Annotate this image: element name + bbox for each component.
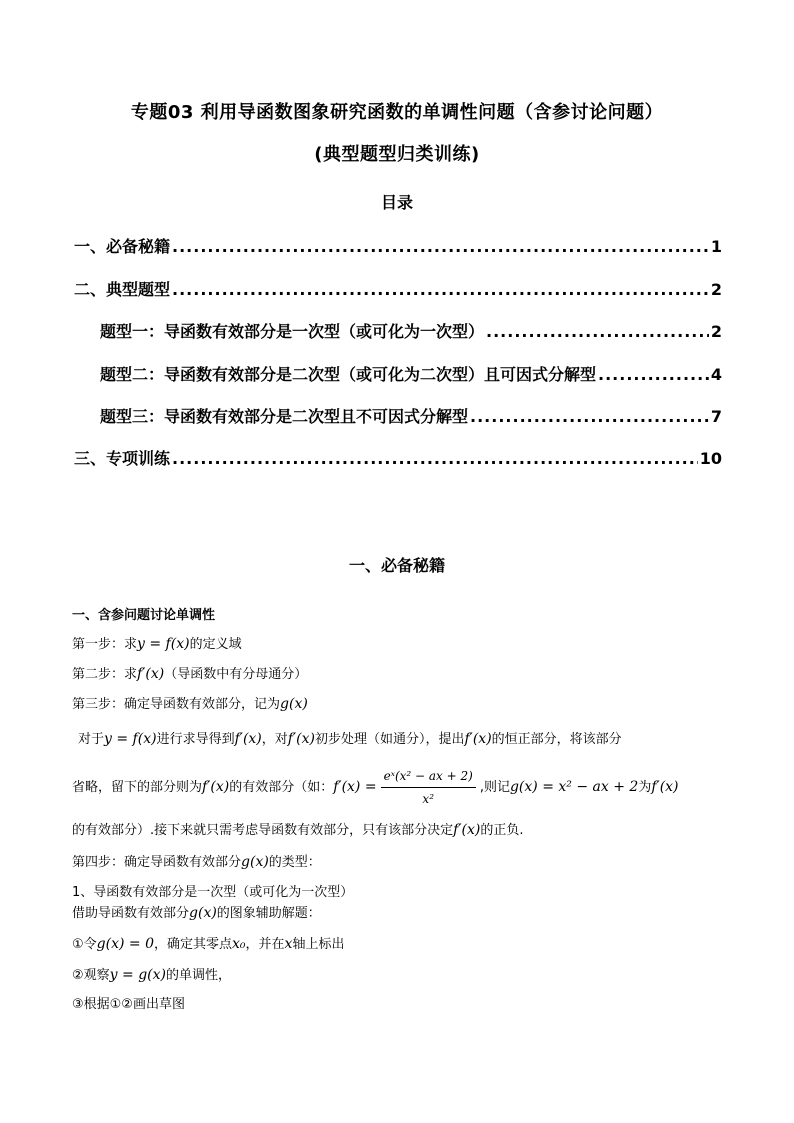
text: ①令 <box>72 937 97 952</box>
text: 的定义域 <box>189 637 242 652</box>
toc-leader <box>172 237 709 256</box>
toc-entry[interactable] <box>74 446 722 469</box>
circled-step-2 <box>72 965 231 986</box>
toc-entry-label: 二、典型题型 <box>74 280 171 299</box>
math: x <box>284 936 293 952</box>
sub-heading: 一、含参问题讨论单调性 <box>72 608 216 623</box>
toc-entry-page: 7 <box>710 407 722 426</box>
step-3 <box>72 694 308 715</box>
text: ，确定其零点 <box>153 937 232 952</box>
toc-entry-page: 2 <box>710 322 722 341</box>
math: g(x) <box>280 696 308 712</box>
document-subtitle: (典型题型归类训练) <box>314 144 480 165</box>
paragraph-line-2 <box>72 766 679 809</box>
toc-entry-page: 2 <box>710 280 722 299</box>
text: ,则记 <box>479 780 510 795</box>
fraction-denominator: x² <box>422 792 434 806</box>
toc-entry[interactable] <box>74 277 722 300</box>
text: 省略，留下的部分则为 <box>72 780 203 795</box>
math: g(x) = x² − ax + 2 <box>509 779 639 795</box>
toc-leader <box>172 280 709 299</box>
toc-entry[interactable] <box>100 319 722 342</box>
toc-entry-label: 三、专项训练 <box>74 449 171 468</box>
text: 借助导函数有效部分 <box>72 906 190 921</box>
text: 为 <box>638 780 652 795</box>
circled-step-1 <box>72 934 344 955</box>
document-title: 专题03 利用导函数图象研究函数的单调性问题（含参讨论问题） <box>130 102 664 123</box>
math: f′(x) <box>234 731 262 747</box>
math: g(x) <box>241 854 269 870</box>
math: y = g(x) <box>109 967 166 983</box>
text: 第四步：确定导函数有效部分 <box>72 855 242 870</box>
toc-entry[interactable] <box>100 362 722 385</box>
toc-entry[interactable] <box>100 404 722 427</box>
math: g(x) <box>189 905 217 921</box>
fraction <box>381 766 476 809</box>
text: ②观察 <box>72 968 110 983</box>
text: 进行求导得到 <box>156 732 235 747</box>
toc-entry-label: 题型三：导函数有效部分是二次型且不可因式分解型 <box>100 407 469 426</box>
math: y = f(x) <box>137 636 190 652</box>
toc-entry[interactable] <box>74 234 722 257</box>
math: f′(x) <box>137 666 165 682</box>
item-1-sub <box>72 903 321 924</box>
text: 轴上标出 <box>292 937 345 952</box>
toc-entry-label: 题型一：导函数有效部分是一次型（或可化为一次型） <box>100 322 485 341</box>
text: （导函数中有分母通分） <box>164 667 308 682</box>
toc-leader <box>598 365 709 384</box>
text: 的恒正部分，将该部分 <box>491 732 622 747</box>
toc-entry-label: 一、必备秘籍 <box>74 237 171 256</box>
math: g(x) = 0 <box>96 936 154 952</box>
item-1: 1、导函数有效部分是一次型（或可化为一次型） <box>72 885 354 900</box>
toc-leader <box>470 407 709 426</box>
toc-leader <box>172 449 698 468</box>
toc-entry-page: 1 <box>710 237 722 256</box>
paragraph-line-3 <box>72 820 523 841</box>
math: f′(x) <box>453 822 481 838</box>
toc-leader <box>486 322 709 341</box>
text: 第三步：确定导函数有效部分，记为 <box>72 697 281 712</box>
math: f′(x) <box>202 779 230 795</box>
math: f′(x) = <box>333 779 377 795</box>
text: 第二步：求 <box>72 667 138 682</box>
toc-entry-page: 4 <box>710 365 722 384</box>
text: ，对 <box>261 732 288 747</box>
text: 的图象辅助解题： <box>216 906 321 921</box>
step-2 <box>72 664 307 685</box>
math: x₀ <box>232 936 246 952</box>
text: 的有效部分）.接下来就只需考虑导函数有效部分，只有该部分决定 <box>72 823 454 838</box>
text: 初步处理（如通分），提出 <box>314 732 465 747</box>
math: f′(x) <box>651 779 679 795</box>
toc-heading: 目录 <box>380 193 413 212</box>
circled-step-3: ③根据①②画出草图 <box>72 997 185 1012</box>
text: 对于 <box>78 732 105 747</box>
paragraph-line-1 <box>78 729 622 750</box>
text: 第一步：求 <box>72 637 138 652</box>
math: y = f(x) <box>104 731 157 747</box>
math: f′(x) <box>287 731 315 747</box>
text: 的有效部分（如： <box>229 780 334 795</box>
fraction-numerator: eˣ(x² − ax + 2) <box>381 766 476 788</box>
text: 的单调性， <box>165 968 231 983</box>
math: f′(x) <box>464 731 492 747</box>
toc-entry-page: 10 <box>699 449 722 468</box>
step-4 <box>72 852 321 873</box>
section-heading: 一、必备秘籍 <box>348 556 445 575</box>
toc-entry-label: 题型二：导函数有效部分是二次型（或可化为二次型）且可因式分解型 <box>100 365 597 384</box>
step-1 <box>72 634 242 655</box>
text: 的类型： <box>268 855 321 870</box>
text: ，并在 <box>245 937 285 952</box>
text: 的正负. <box>480 823 524 838</box>
